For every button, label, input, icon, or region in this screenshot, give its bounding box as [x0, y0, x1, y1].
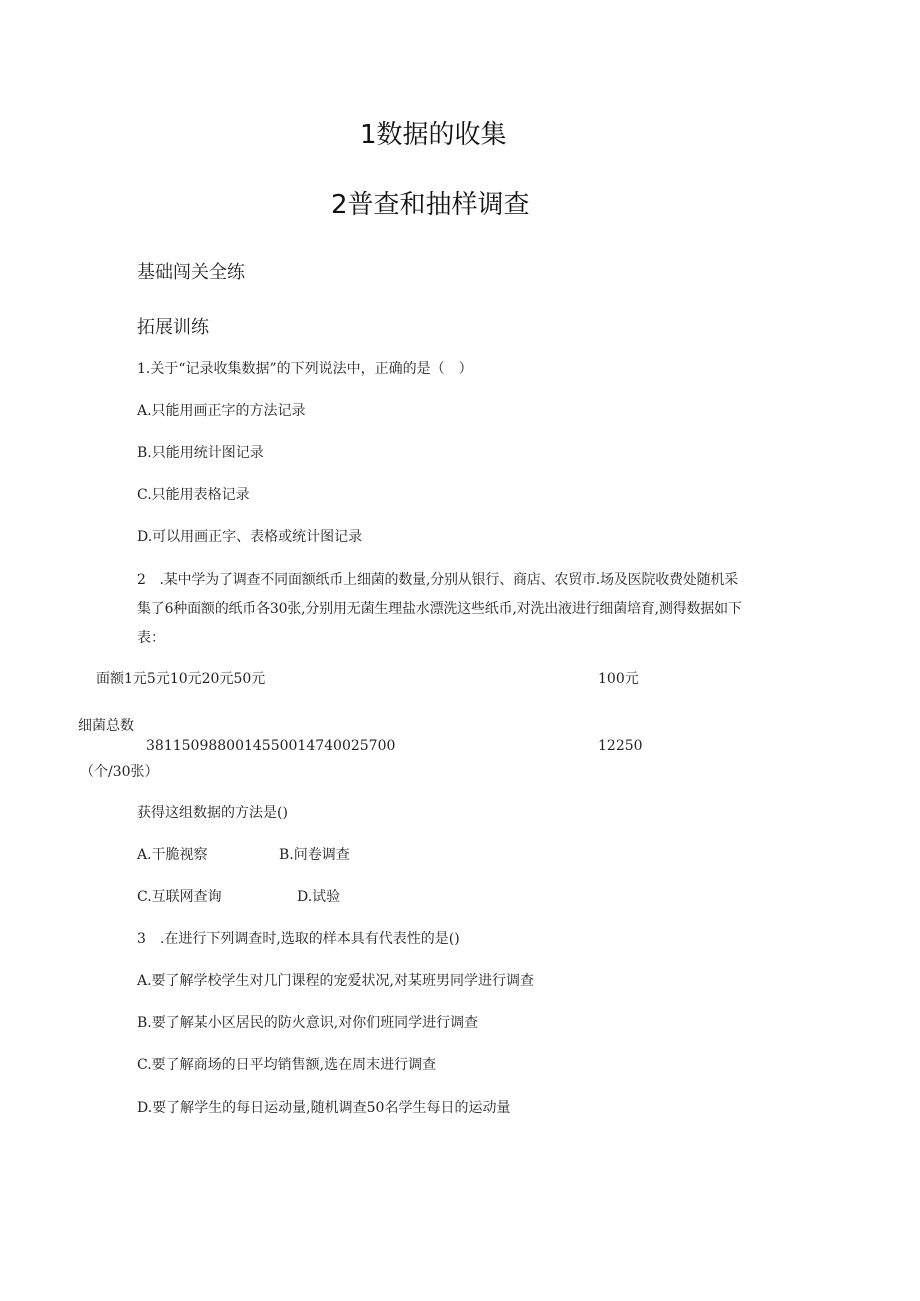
- q1-stem: 1.关于“记录收集数据”的下列说法中，正确的是（ ）: [137, 361, 473, 377]
- q2-ask: 获得这组数据的方法是(): [137, 805, 288, 821]
- q3-option-a: A.要了解学校学生对几门课程的宠爱状况,对某班男同学进行调查: [137, 973, 535, 989]
- table-header-row: 面额1元5元10元20元50元: [96, 671, 266, 687]
- table-row-last: 12250: [598, 738, 643, 754]
- q2-option-c: C.互联网查询: [137, 889, 222, 905]
- q2-stem-line2: 集了6种面额的纸币各30张,分别用无菌生理盐水漂洗这些纸币,对洗出液进行细菌培育,测得数据如下: [137, 601, 742, 617]
- q1-option-d: D.可以用画正字、表格或统计图记录: [137, 529, 363, 545]
- q3-option-c: C.要了解商场的日平均销售额,选在周末进行调查: [137, 1057, 437, 1073]
- q2-stem-line3: 表：: [137, 630, 165, 646]
- table-header-last: 100元: [598, 671, 639, 687]
- table-row-label: 细菌总数: [78, 718, 134, 734]
- q1-option-b: B.只能用统计图记录: [137, 445, 264, 461]
- section-extended: 拓展训练: [137, 317, 209, 338]
- main-title: 1数据的收集: [360, 120, 507, 150]
- q3-option-b: B.要了解某小区居民的防火意识,对你们班同学进行调查: [137, 1015, 479, 1031]
- q3-stem: 3 .在进行下列调查时,选取的样本具有代表性的是(): [137, 931, 460, 947]
- q2-option-b: B.问卷调查: [279, 847, 350, 863]
- q3-option-d: D.要了解学生的每日运动量,随机调查50名学生每日的运动量: [137, 1100, 511, 1116]
- q2-stem-line1: 2 .某中学为了调查不同面额纸币上细菌的数量,分别从银行、商店、农贸市.场及医院收费处随机采: [137, 572, 739, 588]
- table-row-values: 381150988001455001474002570​0: [146, 738, 396, 754]
- q2-option-d: D.试验: [297, 889, 341, 905]
- q2-option-a: A.干脆视察: [137, 847, 208, 863]
- table-row-unit: （个/30张）: [80, 764, 159, 780]
- q1-option-a: A.只能用画正字的方法记录: [137, 403, 306, 419]
- q1-option-c: C.只能用表格记录: [137, 487, 250, 503]
- section-basic: 基础闯关全练: [137, 262, 245, 283]
- sub-title: 2普查和抽样调查: [331, 190, 530, 220]
